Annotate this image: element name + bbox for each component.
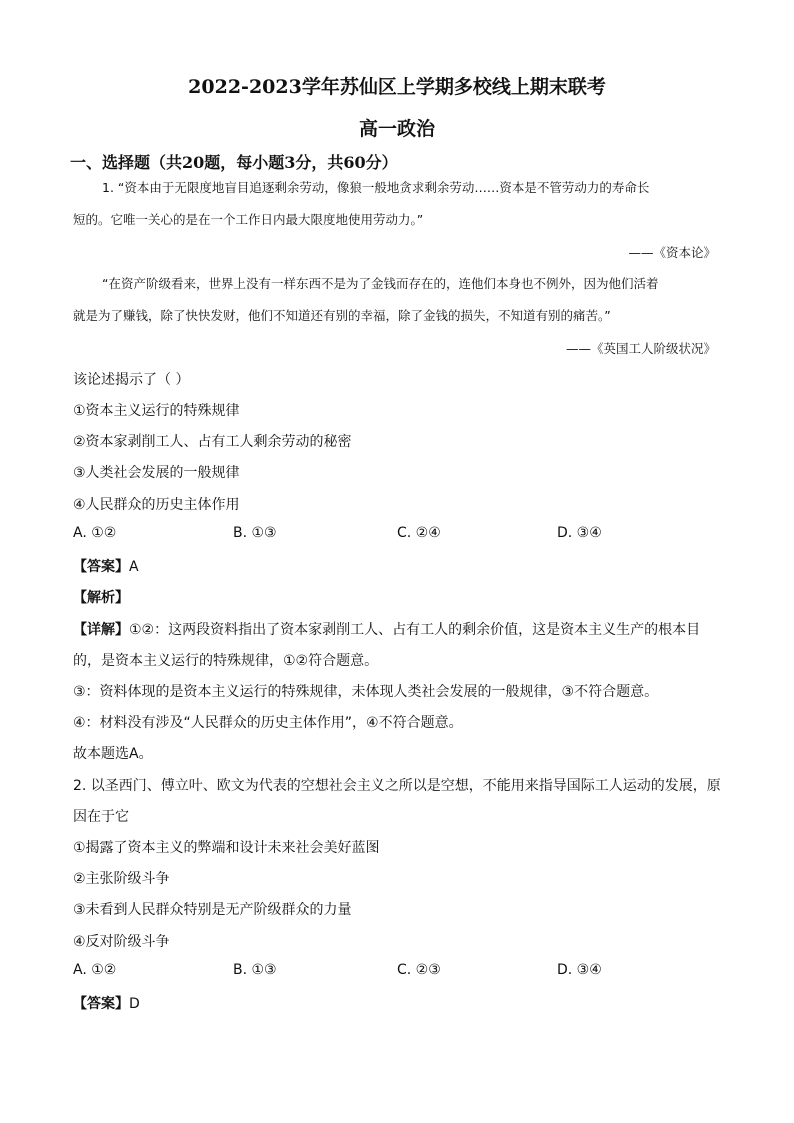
q2-answer [73,993,140,1013]
q2-item-2: ②主张阶级斗争 [73,871,170,887]
q1-item-2: ②资本家剥削工人、占有工人剩余劳动的秘密 [73,434,352,450]
q1-item-4: ④人民群众的历史主体作用 [73,497,240,513]
q2-option-c: C. ②③ [397,962,441,978]
q1-answer-tag: 【答案】 [73,559,129,575]
q1-source2: ——《英国工人阶级状况》 [565,341,716,356]
q1-detail-line1 [73,619,700,639]
q1-answer [73,556,139,576]
q2-answer-value: D [129,996,140,1012]
q1-detail-line4: ④：材料没有涉及“人民群众的历史主体作用”，④不符合题意。 [73,715,463,731]
exam-subject: 高一政治 [358,118,435,140]
q1-quote2-line2: 就是为了赚钱，除了快快发财，他们不知道还有别的幸福，除了金钱的损失，不知道有别的痛苦。” [73,308,611,323]
q1-option-b: B. ①③ [233,525,277,541]
q1-source1: ——《资本论》 [628,245,716,260]
q1-analysis-tag: 【解析】 [73,590,129,606]
q2-option-a: A. ①② [73,962,117,978]
q1-quote1-line2: 短的。它唯一关心的是在一个工作日内最大限度地使用劳动力。” [73,212,424,227]
section-heading: 一、选择题（共20题，每小题3分，共60分） [70,153,398,172]
q2-item-4: ④反对阶级斗争 [73,934,170,950]
q1-option-a: A. ①② [73,525,117,541]
q2-answer-tag: 【答案】 [73,996,129,1012]
q2-stem-line1: 2. 以圣西门、傅立叶、欧文为代表的空想社会主义之所以是空想，不能用来指导国际工人运动的发展，原 [73,778,721,794]
exam-title: 2022-2023学年苏仙区上学期多校线上期末联考 [188,76,606,98]
q2-item-1: ①揭露了资本主义的弊端和设计未来社会美好蓝图 [73,840,380,856]
q2-item-3: ③未看到人民群众特别是无产阶级群众的力量 [73,902,352,918]
q2-option-d: D. ③④ [557,962,602,978]
q2-option-b: B. ①③ [233,962,277,978]
q1-detail-text1: ①②：这两段资料指出了资本家剥削工人、占有工人的剩余价值，这是资本主义生产的根本目 [129,622,701,638]
q1-quote1-line1: 1. “资本由于无限度地盲目追逐剩余劳动，像狼一般地贪求剩余劳动……资本是不管劳动力的寿命长 [102,180,650,195]
q1-option-d: D. ③④ [557,525,602,541]
q1-detail-tag: 【详解】 [73,622,129,638]
q1-quote2-line1: “在资产阶级看来，世界上没有一样东西不是为了金钱而存在的，连他们本身也不例外，因为他们活着 [102,276,659,291]
q2-stem-line2: 因在于它 [73,809,129,825]
q1-detail-line2: 的，是资本主义运行的特殊规律，①②符合题意。 [73,653,379,669]
q1-item-1: ①资本主义运行的特殊规律 [73,403,240,419]
q1-stem: 该论述揭示了（ ） [73,372,190,388]
q1-answer-value: A [129,559,139,575]
q1-conclusion: 故本题选A。 [73,746,153,762]
q1-detail-line3: ③：资料体现的是资本主义运行的特殊规律，未体现人类社会发展的一般规律，③不符合题意。 [73,684,659,700]
q1-item-3: ③人类社会发展的一般规律 [73,465,240,481]
q1-option-c: C. ②④ [397,525,441,541]
